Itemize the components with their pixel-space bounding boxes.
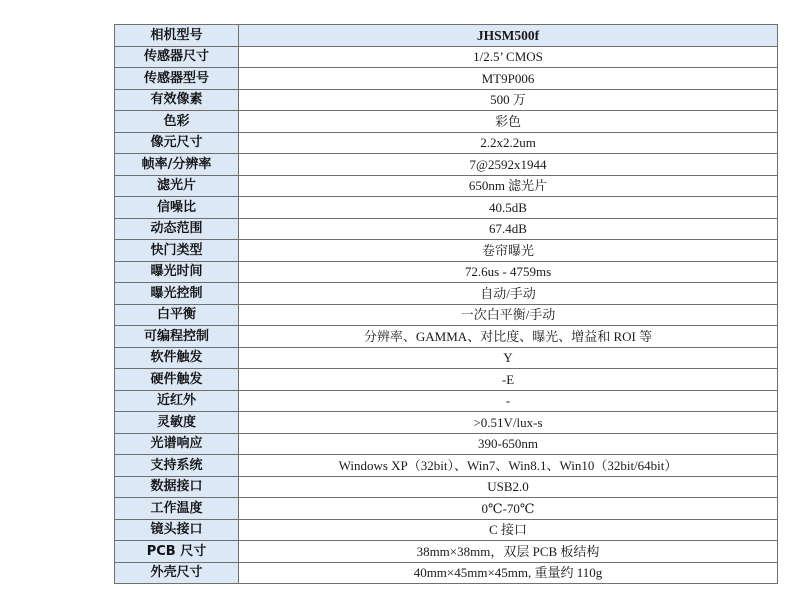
spec-label: 外壳尺寸 bbox=[115, 562, 239, 584]
spec-row bbox=[115, 197, 778, 219]
spec-value: -E bbox=[239, 369, 778, 391]
spec-label: 曝光控制 bbox=[115, 283, 239, 305]
spec-value: 2.2x2.2um bbox=[239, 132, 778, 154]
spec-row bbox=[115, 326, 778, 348]
spec-value: - bbox=[239, 390, 778, 412]
spec-label: 软件触发 bbox=[115, 347, 239, 369]
spec-row bbox=[115, 562, 778, 584]
spec-row bbox=[115, 261, 778, 283]
spec-value: 38mm×38mm，双层 PCB 板结构 bbox=[239, 541, 778, 563]
spec-value: 390-650nm bbox=[239, 433, 778, 455]
spec-label: 传感器尺寸 bbox=[115, 46, 239, 68]
spec-row bbox=[115, 111, 778, 133]
spec-row bbox=[115, 175, 778, 197]
spec-row bbox=[115, 46, 778, 68]
spec-label: 灵敏度 bbox=[115, 412, 239, 434]
spec-label: 滤光片 bbox=[115, 175, 239, 197]
spec-value: 72.6us - 4759ms bbox=[239, 261, 778, 283]
spec-row bbox=[115, 283, 778, 305]
spec-row bbox=[115, 541, 778, 563]
spec-label: 快门类型 bbox=[115, 240, 239, 262]
spec-row bbox=[115, 455, 778, 477]
spec-label: 相机型号 bbox=[115, 25, 239, 47]
spec-row bbox=[115, 240, 778, 262]
spec-label: 数据接口 bbox=[115, 476, 239, 498]
spec-row bbox=[115, 369, 778, 391]
spec-row bbox=[115, 519, 778, 541]
spec-value: 0℃-70℃ bbox=[239, 498, 778, 520]
spec-value: 67.4dB bbox=[239, 218, 778, 240]
spec-value: C 接口 bbox=[239, 519, 778, 541]
spec-value: 650nm 滤光片 bbox=[239, 175, 778, 197]
camera-model-value: JHSM500f bbox=[239, 25, 778, 47]
spec-row bbox=[115, 304, 778, 326]
spec-label: 光谱响应 bbox=[115, 433, 239, 455]
spec-row bbox=[115, 218, 778, 240]
spec-label: 曝光时间 bbox=[115, 261, 239, 283]
spec-value: Y bbox=[239, 347, 778, 369]
spec-value: 500 万 bbox=[239, 89, 778, 111]
spec-value: 彩色 bbox=[239, 111, 778, 133]
spec-value: Windows XP（32bit）、Win7、Win8.1、Win10（32bit/64bit） bbox=[239, 455, 778, 477]
spec-row bbox=[115, 412, 778, 434]
spec-value: 1/2.5’ CMOS bbox=[239, 46, 778, 68]
spec-label: 动态范围 bbox=[115, 218, 239, 240]
spec-value: 自动/手动 bbox=[239, 283, 778, 305]
spec-row bbox=[115, 476, 778, 498]
spec-value: 40.5dB bbox=[239, 197, 778, 219]
spec-label: 镜头接口 bbox=[115, 519, 239, 541]
spec-label: 传感器型号 bbox=[115, 68, 239, 90]
spec-label: 近红外 bbox=[115, 390, 239, 412]
spec-row bbox=[115, 68, 778, 90]
spec-value: 40mm×45mm×45mm, 重量约 110g bbox=[239, 562, 778, 584]
spec-value: MT9P006 bbox=[239, 68, 778, 90]
spec-row bbox=[115, 498, 778, 520]
camera-spec-table bbox=[114, 24, 778, 584]
spec-label: 帧率/分辨率 bbox=[115, 154, 239, 176]
spec-row bbox=[115, 154, 778, 176]
spec-label: 工作温度 bbox=[115, 498, 239, 520]
spec-label: 信噪比 bbox=[115, 197, 239, 219]
spec-value: >0.51V/lux-s bbox=[239, 412, 778, 434]
spec-value: 7@2592x1944 bbox=[239, 154, 778, 176]
spec-value: USB2.0 bbox=[239, 476, 778, 498]
spec-value: 一次白平衡/手动 bbox=[239, 304, 778, 326]
spec-row bbox=[115, 347, 778, 369]
spec-label: 支持系统 bbox=[115, 455, 239, 477]
spec-label: 硬件触发 bbox=[115, 369, 239, 391]
spec-row bbox=[115, 390, 778, 412]
spec-label: 像元尺寸 bbox=[115, 132, 239, 154]
spec-row bbox=[115, 132, 778, 154]
spec-table-body bbox=[115, 25, 778, 584]
spec-row bbox=[115, 25, 778, 47]
spec-value: 卷帘曝光 bbox=[239, 240, 778, 262]
spec-label: 有效像素 bbox=[115, 89, 239, 111]
spec-row bbox=[115, 433, 778, 455]
spec-label: 白平衡 bbox=[115, 304, 239, 326]
spec-label: PCB 尺寸 bbox=[115, 541, 239, 563]
spec-value: 分辨率、GAMMA、对比度、曝光、增益和 ROI 等 bbox=[239, 326, 778, 348]
spec-label: 可编程控制 bbox=[115, 326, 239, 348]
spec-row bbox=[115, 89, 778, 111]
spec-label: 色彩 bbox=[115, 111, 239, 133]
